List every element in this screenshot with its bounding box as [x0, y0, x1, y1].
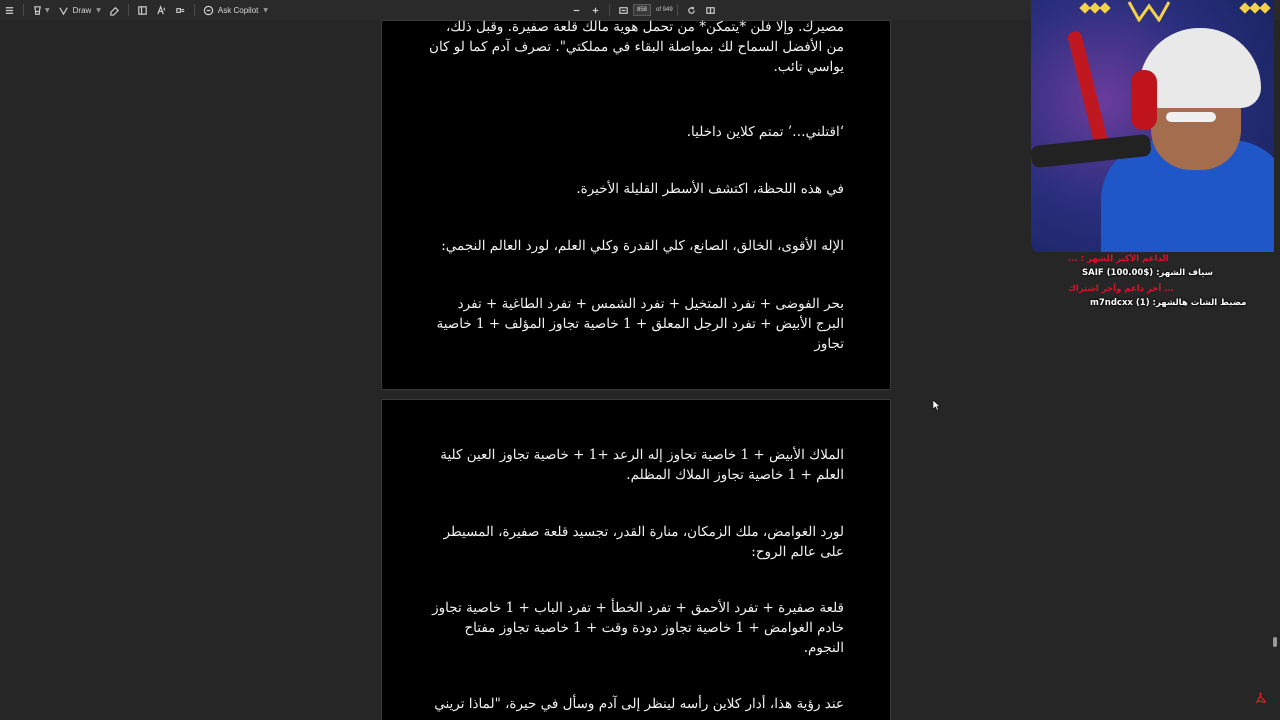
pdf-icon: [1255, 692, 1267, 704]
highlight-button[interactable]: [28, 0, 54, 20]
headphones: [1131, 70, 1157, 130]
page-paragraph: بحر الفوضى + تفرد المتخيل + تفرد الشمس + تفرد الطاغية + تفرد البرج الأبيض + تفرد الرجل المعلق + 1 خاصية تجاوز المؤلف + 1 خاصية تجاوز: [436, 296, 844, 352]
mouse-cursor-icon: [933, 400, 941, 411]
view-button[interactable]: [133, 0, 152, 20]
page-paragraph: قلعة صفيرة + تفرد الأحمق + تفرد الخطأ + تفرد الباب + 1 خاصية تجاوز خادم الغوامض + 1 خاصية تجاوز دودة وقت + 1 خاصية تجاوز مفتاح النجوم.: [432, 600, 844, 656]
page-paragraph: الملاك الأبيض + 1 خاصية تجاوز إله الرعد +1 + خاصية تجاوز العين كلية العلم + 1 خاصية تجاوز الملاك المظلم.: [440, 447, 844, 483]
page-paragraph: عند رؤية هذا، أدار كلاين رأسه لينظر إلى آدم وسأل في حيرة، "لماذا تريني: [434, 696, 844, 712]
copilot-icon: [203, 5, 214, 16]
toolbar-divider: [23, 4, 24, 16]
list-icon: [4, 5, 15, 16]
pen-icon: [58, 5, 69, 16]
highlighter-icon: [32, 5, 43, 16]
last-donor-line: ... آخر داعم وآخر اشتراك: [1068, 284, 1174, 294]
toolbar-divider: [677, 4, 678, 16]
ask-copilot-label: Ask Copilot: [217, 5, 259, 15]
chevron-down-icon: ▼: [45, 6, 50, 14]
minus-icon: [571, 5, 582, 16]
ask-copilot-button[interactable]: [199, 0, 272, 20]
toolbar-divider: [194, 4, 195, 16]
chevron-down-icon: ▼: [96, 6, 101, 14]
toolbar-divider: [128, 4, 129, 16]
page-paragraph: لورد الغوامض، ملك الزمكان، منارة القدر، تجسيد قلعة صفيرة، المسيطر على عالم الروح:: [443, 524, 844, 560]
top-donor-line: الداعم الأكبر للشهر : ...: [1068, 254, 1169, 264]
scrollbar-thumb[interactable]: [1273, 637, 1277, 647]
chevron-down-icon: ▼: [263, 6, 269, 14]
page-paragraph: الإله الأقوى، الخالق، الصانع، كلي القدرة وكلي العلم، لورد العالم النجمي:: [441, 238, 844, 254]
page-number-input[interactable]: 858: [633, 4, 651, 16]
layout-icon: [137, 5, 148, 16]
eraser-icon: [109, 5, 120, 16]
channel-logo-icon: [1127, 0, 1171, 22]
page-paragraph: في هذه اللحظة، اكتشف الأسطر القليلة الأخيرة.: [576, 181, 844, 197]
page-total: of 949: [656, 7, 673, 13]
pdf-page: [381, 399, 891, 720]
read-aloud-icon: [175, 5, 186, 16]
rotate-icon: [686, 5, 697, 16]
toolbar-divider: [609, 4, 610, 16]
chat-moderator-line: مضبط الشات هالشهر: (1) m7ndcxx: [1090, 298, 1247, 308]
pdf-page: [381, 20, 891, 390]
draw-button[interactable]: [54, 0, 105, 20]
text-button[interactable]: [152, 0, 171, 20]
monthly-donor-line: سياف الشهر: ($100.00) SAIF: [1082, 268, 1214, 278]
contents-button[interactable]: [0, 0, 19, 20]
text-size-icon: [156, 5, 167, 16]
streamer-glasses: [1166, 112, 1216, 122]
frame-pattern: [1241, 0, 1269, 18]
plus-icon: [590, 5, 601, 16]
two-page-icon: [705, 5, 716, 16]
webcam-overlay: [1031, 0, 1274, 252]
page-paragraph: مصيرك. وإلا فلن *يتمكن* من تحمل هوية مالك قلعة صفيرة. وقبل ذلك، من الأفضل السماح لك بمواصلة البقاء في مملكتي". تصرف آدم كما لو كان يواسي تائب.: [429, 19, 844, 75]
frame-pattern: [1081, 0, 1109, 18]
fit-page-icon: [618, 5, 629, 16]
read-aloud-button[interactable]: [171, 0, 190, 20]
draw-label: Draw: [72, 5, 92, 15]
erase-button[interactable]: [105, 0, 124, 20]
page-paragraph: ‘اقتلني…’ تمتم كلاين داخليا.: [686, 124, 844, 140]
